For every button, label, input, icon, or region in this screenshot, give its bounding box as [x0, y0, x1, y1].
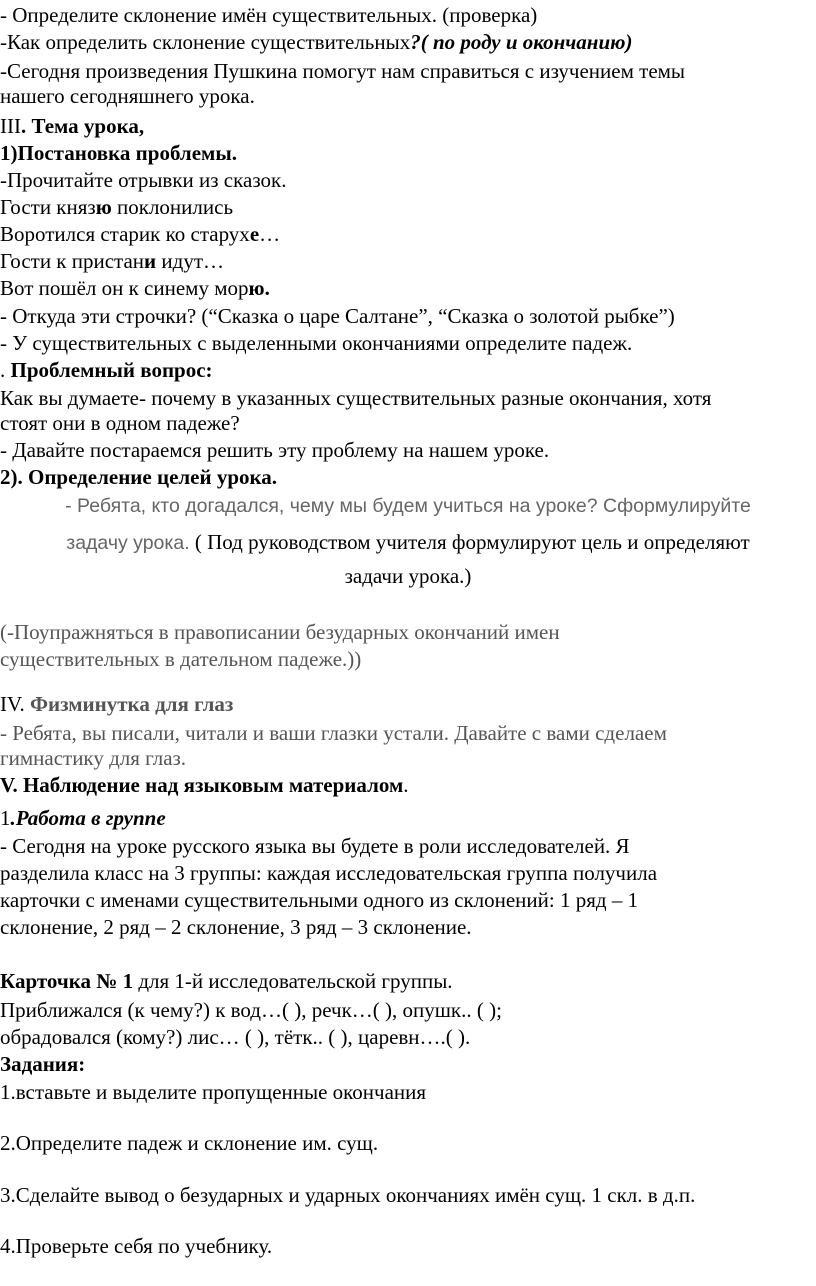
- text-line: [0, 30, 632, 54]
- text-line: -Прочитайте отрывки из сказок.: [0, 168, 287, 192]
- highlighted-ending: и: [144, 249, 157, 273]
- text-run: 1: [0, 806, 11, 830]
- text-line: разделила класс на 3 группы: каждая исследовательская группа получила: [0, 861, 658, 885]
- exercise-line: Приближался (к чему?) к вод…( ), речк…( ), опушк.. ( );: [0, 998, 502, 1022]
- roman-numeral: III: [0, 114, 21, 138]
- text-line: - Ребята, вы писали, читали и ваши глазки устали. Давайте с вами сделаем: [0, 721, 667, 745]
- card-heading: [0, 969, 453, 993]
- text-line: - Ребята, кто догадался, чему мы будем учиться на уроке? Сформулируйте: [65, 495, 751, 517]
- text-run: …: [259, 222, 281, 246]
- text-line: - Давайте постараемся решить эту проблему на нашем уроке.: [0, 438, 550, 462]
- section-heading: [0, 692, 233, 716]
- text-run: поклонились: [111, 195, 234, 219]
- text-run: для 1-й исследовательской группы.: [133, 969, 453, 993]
- text-line: склонение, 2 ряд – 2 склонение, 3 ряд – 3 склонение.: [0, 915, 472, 939]
- quote-line: [0, 249, 224, 273]
- text-run: идут…: [156, 249, 225, 273]
- text-line: нашего сегодняшнего урока.: [0, 84, 255, 108]
- text-run: -Как определить склонение существительных: [0, 30, 411, 54]
- heading-text: Физминутка для глаз: [29, 692, 234, 716]
- text-run: Гости княз: [0, 195, 96, 219]
- card-title: Карточка № 1: [0, 969, 134, 993]
- subheading: [0, 806, 166, 830]
- answer-text: ?( по роду и окончанию): [410, 30, 633, 54]
- text-line: карточки с именами существительными одного из склонений: 1 ряд – 1: [0, 888, 639, 912]
- task-item: 2.Определите падеж и склонение им. сущ.: [0, 1131, 379, 1155]
- heading-text: Проблемный вопрос:: [10, 358, 213, 382]
- section-heading: [0, 773, 409, 797]
- text-run: Гости к пристан: [0, 249, 145, 273]
- subheading: 2). Определение целей урока.: [0, 465, 278, 489]
- text-line: стоят они в одном падеже?: [0, 411, 240, 435]
- text-run: задачу урока.: [66, 532, 190, 554]
- quote-line: [0, 222, 280, 246]
- heading-text: .Работа в группе: [10, 806, 166, 830]
- highlighted-ending: ю.: [248, 276, 270, 300]
- text-line: задачи урока.): [344, 564, 472, 588]
- text-line: (-Поупражняться в правописании безударных окончаний имен: [0, 620, 560, 644]
- text-run: .: [403, 773, 409, 797]
- task-item: 1.вставьте и выделите пропущенные окончания: [0, 1080, 427, 1104]
- text-line: -Сегодня произведения Пушкина помогут нам справиться с изучением темы: [0, 59, 686, 83]
- highlighted-ending: ю: [95, 195, 112, 219]
- heading-text: . Тема урока,: [20, 114, 145, 138]
- tasks-heading: Задания:: [0, 1052, 86, 1076]
- task-item: 4.Проверьте себя по учебнику.: [0, 1234, 273, 1258]
- exercise-line: обрадовался (кому?) лис… ( ), тётк.. ( ), царевн….( ).: [0, 1025, 471, 1049]
- text-line: - Определите склонение имён существительных. (проверка): [0, 3, 538, 27]
- subheading: 1)Постановка проблемы.: [0, 141, 237, 165]
- text-line: существительных в дательном падеже.)): [0, 647, 362, 671]
- section-heading: [0, 114, 144, 138]
- task-item: 3.Сделайте вывод о безударных и ударных окончаниях имён сущ. 1 скл. в д.п.: [0, 1183, 696, 1207]
- quote-line: [0, 195, 233, 219]
- highlighted-ending: е: [249, 222, 260, 246]
- text-run: Вот пошёл он к синему мор: [0, 276, 249, 300]
- text-line: - У существительных с выделенными окончаниями определите падеж.: [0, 331, 633, 355]
- text-line: Как вы думаете- почему в указанных существительных разные окончания, хотя: [0, 386, 712, 410]
- heading-text: V. Наблюдение над языковым материалом: [0, 773, 404, 797]
- text-line: - Сегодня на уроке русского языка вы будете в роли исследователей. Я: [0, 834, 630, 858]
- subheading: [0, 358, 213, 382]
- text-line: [0, 530, 816, 555]
- roman-numeral: IV.: [0, 692, 30, 716]
- text-run: .: [0, 358, 11, 382]
- text-run: Воротился старик ко старух: [0, 222, 250, 246]
- text-line: - Откуда эти строчки? (“Сказка о царе Салтане”, “Сказка о золотой рыбке”): [0, 304, 675, 328]
- quote-line: [0, 276, 270, 300]
- text-run: ( Под руководством учителя формулируют цель и определяют: [189, 530, 750, 554]
- text-line: гимнастику для глаз.: [0, 746, 187, 770]
